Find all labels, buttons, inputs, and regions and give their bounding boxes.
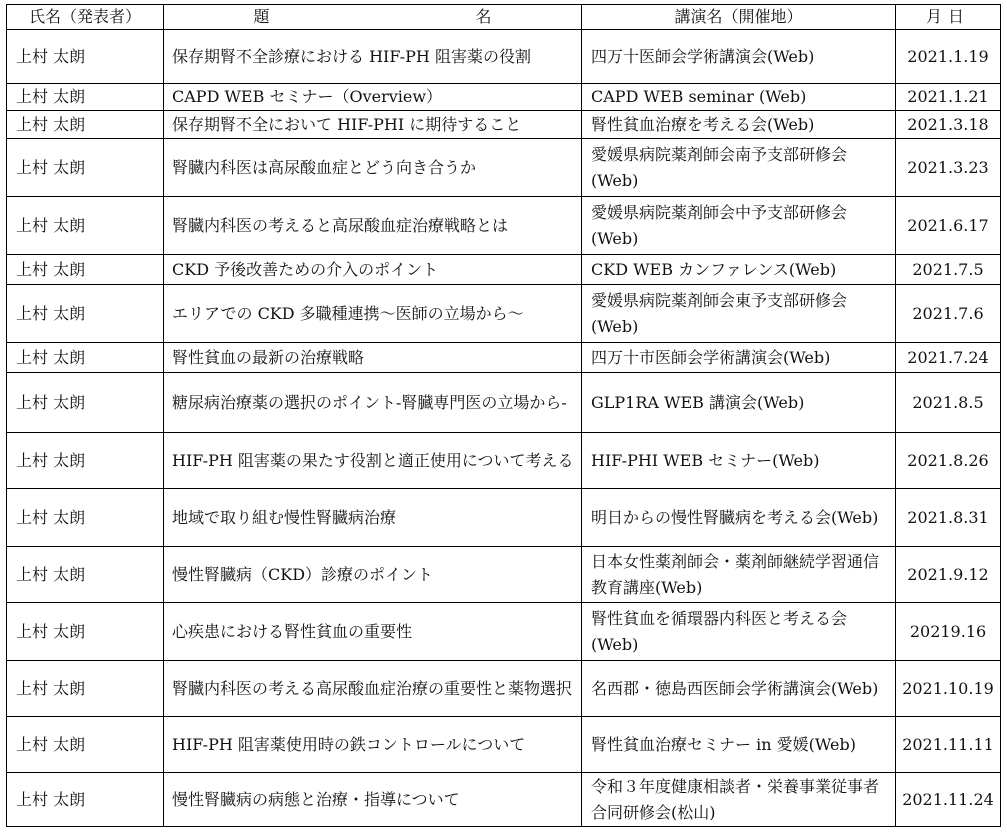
- presentations-table: [6, 4, 1001, 827]
- cell-title: 地域で取り組む慢性腎臓病治療: [164, 489, 582, 547]
- cell-presenter: 上村 太朗: [7, 661, 164, 717]
- cell-title: 腎性貧血の最新の治療戦略: [164, 343, 582, 373]
- cell-title: 腎臓内科医の考える高尿酸血症治療の重要性と薬物選択: [164, 661, 582, 717]
- cell-title: 腎臓内科医の考えると高尿酸血症治療戦略とは: [164, 197, 582, 255]
- cell-presenter: 上村 太朗: [7, 255, 164, 285]
- cell-date: 20219.16: [896, 603, 1001, 661]
- cell-date: 2021.3.18: [896, 111, 1001, 139]
- cell-date: 2021.6.17: [896, 197, 1001, 255]
- cell-venue: 四万十市医師会学術講演会(Web): [582, 343, 896, 373]
- cell-title: HIF-PH 阻害薬の果たす役割と適正使用について考える: [164, 433, 582, 489]
- header-title: 題 名: [164, 5, 582, 30]
- cell-presenter: 上村 太朗: [7, 84, 164, 111]
- cell-presenter: 上村 太朗: [7, 489, 164, 547]
- cell-title: HIF-PH 阻害薬使用時の鉄コントロールについて: [164, 717, 582, 773]
- cell-venue: 腎性貧血治療セミナー in 愛媛(Web): [582, 717, 896, 773]
- cell-date: 2021.11.11: [896, 717, 1001, 773]
- cell-presenter: 上村 太朗: [7, 773, 164, 827]
- table-row: [7, 139, 1001, 197]
- table-row: [7, 111, 1001, 139]
- cell-date: 2021.1.19: [896, 30, 1001, 84]
- cell-venue: 腎性貧血を循環器内科医と考える会(Web): [582, 603, 896, 661]
- table-row: [7, 255, 1001, 285]
- cell-date: 2021.7.5: [896, 255, 1001, 285]
- cell-title: 糖尿病治療薬の選択のポイント-腎臓専門医の立場から-: [164, 373, 582, 433]
- cell-title: 保存期腎不全において HIF-PHI に期待すること: [164, 111, 582, 139]
- cell-date: 2021.8.31: [896, 489, 1001, 547]
- cell-venue: GLP1RA WEB 講演会(Web): [582, 373, 896, 433]
- cell-venue: 令和３年度健康相談者・栄養事業従事者合同研修会(松山): [582, 773, 896, 827]
- table-row: [7, 343, 1001, 373]
- cell-presenter: 上村 太朗: [7, 197, 164, 255]
- cell-presenter: 上村 太朗: [7, 343, 164, 373]
- cell-date: 2021.7.6: [896, 285, 1001, 343]
- cell-title: エリアでの CKD 多職種連携～医師の立場から～: [164, 285, 582, 343]
- cell-venue: 愛媛県病院薬剤師会南予支部研修会(Web): [582, 139, 896, 197]
- header-row: [7, 5, 1001, 30]
- table-row: [7, 489, 1001, 547]
- cell-venue: 日本女性薬剤師会・薬剤師継続学習通信教育講座(Web): [582, 547, 896, 603]
- cell-date: 2021.9.12: [896, 547, 1001, 603]
- cell-date: 2021.7.24: [896, 343, 1001, 373]
- table-row: [7, 661, 1001, 717]
- cell-presenter: 上村 太朗: [7, 111, 164, 139]
- cell-date: 2021.11.24: [896, 773, 1001, 827]
- header-name: 氏名（発表者）: [7, 5, 164, 30]
- cell-presenter: 上村 太朗: [7, 30, 164, 84]
- table-row: [7, 373, 1001, 433]
- cell-title: 慢性腎臓病の病態と治療・指導について: [164, 773, 582, 827]
- cell-venue: CAPD WEB seminar (Web): [582, 84, 896, 111]
- cell-venue: 四万十医師会学術講演会(Web): [582, 30, 896, 84]
- table-row: [7, 285, 1001, 343]
- cell-title: 腎臓内科医は高尿酸血症とどう向き合うか: [164, 139, 582, 197]
- cell-title: CKD 予後改善ための介入のポイント: [164, 255, 582, 285]
- cell-date: 2021.1.21: [896, 84, 1001, 111]
- table-row: [7, 547, 1001, 603]
- cell-venue: 名西郡・徳島西医師会学術講演会(Web): [582, 661, 896, 717]
- cell-presenter: 上村 太朗: [7, 547, 164, 603]
- cell-venue: HIF-PHI WEB セミナー(Web): [582, 433, 896, 489]
- table-row: [7, 717, 1001, 773]
- table-row: [7, 84, 1001, 111]
- cell-title: 保存期腎不全診療における HIF-PH 阻害薬の役割: [164, 30, 582, 84]
- cell-date: 2021.10.19: [896, 661, 1001, 717]
- cell-venue: 愛媛県病院薬剤師会中予支部研修会(Web): [582, 197, 896, 255]
- cell-venue: CKD WEB カンファレンス(Web): [582, 255, 896, 285]
- cell-venue: 腎性貧血治療を考える会(Web): [582, 111, 896, 139]
- table-row: [7, 603, 1001, 661]
- cell-presenter: 上村 太朗: [7, 139, 164, 197]
- table-row: [7, 197, 1001, 255]
- cell-presenter: 上村 太朗: [7, 285, 164, 343]
- cell-presenter: 上村 太朗: [7, 373, 164, 433]
- header-date: 月日: [896, 5, 1001, 30]
- cell-title: 心疾患における腎性貧血の重要性: [164, 603, 582, 661]
- cell-venue: 明日からの慢性腎臓病を考える会(Web): [582, 489, 896, 547]
- cell-date: 2021.3.23: [896, 139, 1001, 197]
- cell-presenter: 上村 太朗: [7, 717, 164, 773]
- table-row: [7, 433, 1001, 489]
- cell-title: CAPD WEB セミナー（Overview）: [164, 84, 582, 111]
- table-row: [7, 773, 1001, 827]
- cell-date: 2021.8.5: [896, 373, 1001, 433]
- header-venue: 講演名（開催地）: [582, 5, 896, 30]
- cell-title: 慢性腎臓病（CKD）診療のポイント: [164, 547, 582, 603]
- cell-date: 2021.8.26: [896, 433, 1001, 489]
- cell-presenter: 上村 太朗: [7, 603, 164, 661]
- cell-presenter: 上村 太朗: [7, 433, 164, 489]
- table-row: [7, 30, 1001, 84]
- cell-venue: 愛媛県病院薬剤師会東予支部研修会(Web): [582, 285, 896, 343]
